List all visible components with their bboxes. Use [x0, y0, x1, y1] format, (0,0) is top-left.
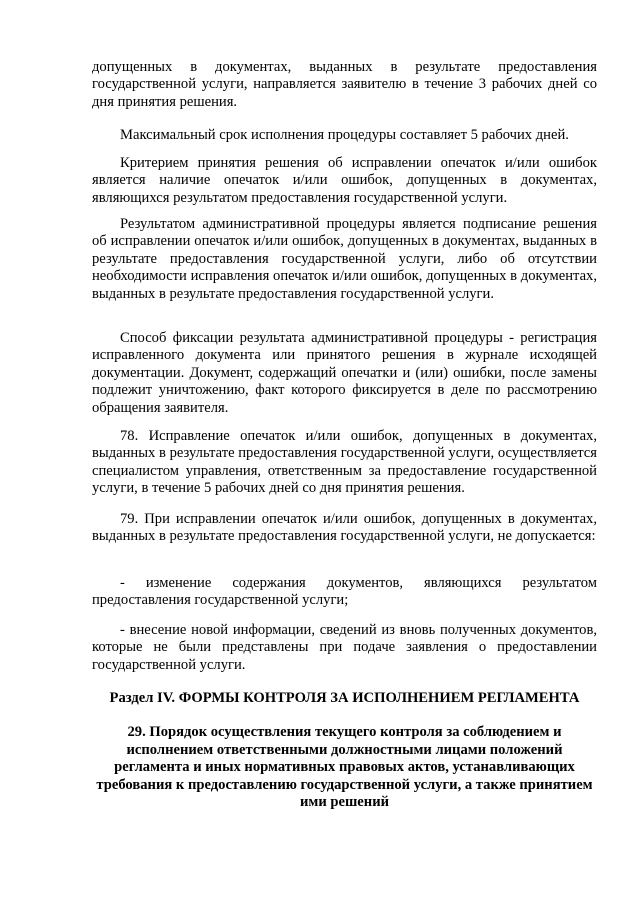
list-item-new-info: - внесение новой информации, сведений из вновь полученных документов, которые не были представлены при подаче заявления о предоставлении государственной услуги.	[92, 622, 597, 673]
paragraph-fixation-method: Способ фиксации результата административной процедуры - регистрация исправленного документа или принятого решения в журнале исходящей документации. Документ, содержащий опечатки и (или) ошибки, после замены подлежит уничтожению, факт которого фиксируется в деле по рассмотрению обращения заявителя.	[92, 330, 597, 416]
subsection-title: 29. Порядок осуществления текущего контроля за соблюдением и исполнением ответственными должностными лицами положений регламента и иных нормативных правовых актов, устанавливающих требования к предоставлению государственной услуги, а также принятием ими решений	[96, 724, 593, 811]
paragraph-result: Результатом административной процедуры является подписание решения об исправлении опечаток и/или ошибок, допущенных в документах, выданных в результате предоставления государственной услуги, либо об отсутствии необходимости исправления опечаток и/или ошибок, допущенных в документах, выданных в результате предоставления государственной услуги.	[92, 216, 597, 302]
paragraph-item-78: 78. Исправление опечаток и/или ошибок, допущенных в документах, выданных в результате предоставления государственной услуги, осуществляется специалистом управления, ответственным за предоставление государственной услуги, в течение 5 рабочих дней со дня принятия решения.	[92, 428, 597, 497]
paragraph-criterion: Критерием принятия решения об исправлении опечаток и/или ошибок является наличие опечаток и/или ошибок, допущенных в документах, являющихся результатом предоставления государственной услуги.	[92, 155, 597, 206]
section-title: Раздел IV. ФОРМЫ КОНТРОЛЯ ЗА ИСПОЛНЕНИЕМ РЕГЛАМЕНТА	[109, 690, 580, 706]
list-item-content-change: - изменение содержания документов, являющихся результатом предоставления государственной услуги;	[92, 575, 597, 609]
paragraph-continuation: допущенных в документах, выданных в результате предоставления государственной услуги, направляется заявителю в течение 3 рабочих дней со дня принятия решения.	[92, 59, 597, 110]
paragraph-item-79: 79. При исправлении опечаток и/или ошибок, допущенных в документах, выданных в результате предоставления государственной услуги, не допускается:	[92, 511, 597, 545]
paragraph-max-term: Максимальный срок исполнения процедуры составляет 5 рабочих дней.	[120, 127, 569, 143]
